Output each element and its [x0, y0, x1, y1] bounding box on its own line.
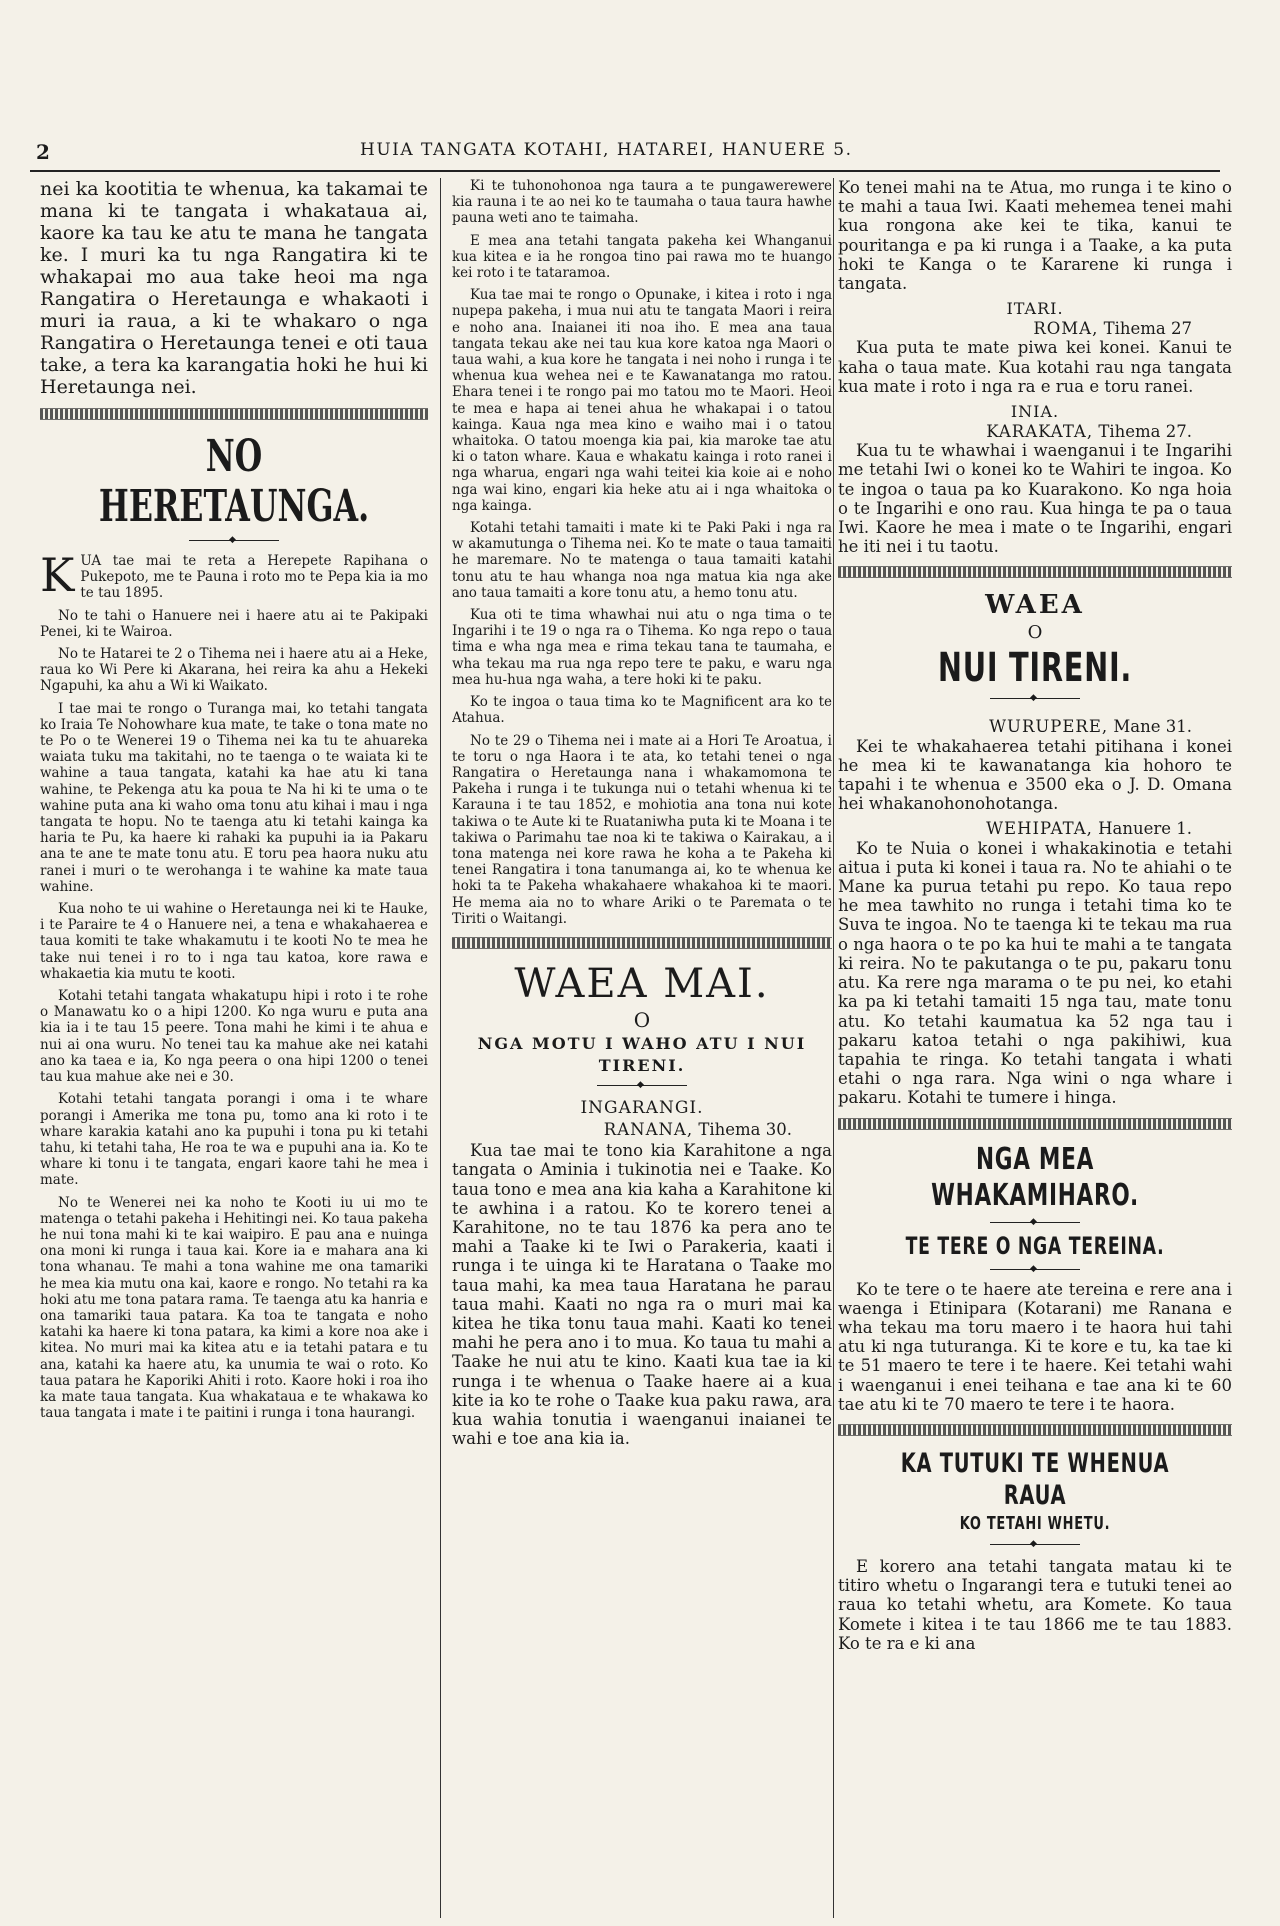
- section-heading: WAEA MAI.: [514, 960, 770, 1007]
- sub-heading: KO TETAHI WHETU.: [959, 1512, 1111, 1534]
- section-heading: NUI TIRENI.: [937, 645, 1133, 692]
- news-paragraph: Ko te tere o te haere ate tereina e rere ana i waenga i Etinipara (Kotarani) me Ranana e wha tekau ma toru maero i te haora hui tahi atu ki nga tuturanga. Ki te kore e tu, ka tae ki te 51 maero te tere i te haere. Kei tetahi wahi i waenganui i enei teihana e tae ana ki te 60 tae atu ki te 70 maero te tere i te haora.: [838, 1279, 1232, 1414]
- news-paragraph: Kei te whakahaerea tetahi pitihana i konei he mea ki te kawanatanga kia hohoro te tapahi i te whenua e 3500 eka o J. D. Omana hei whakanohonohotanga.: [838, 736, 1232, 814]
- section-title: INIA.: [1010, 402, 1060, 422]
- article-paragraph: Kua tae mai te rongo o Opunake, i kitea i roto i nga nupepa pakeha, i mua nui atu te tangata Maori i reira e noho ana. Inaianei iti noa iho. E mea ana taua tangata tekau ake nei tau kua kore katoa nga Maori o taua wahi, a kua kore he tangata i nei noho i runga i te whenua kua wehea nei e te Kawanatanga mo ratou. Ehara tenei i te rongo pai mo tatou mo te Maori. Heoi te mea e hapa ai tenei ahua he whakapai i o tatou kainga. Kaua nga mea kino e waiho mai i o tatou whaitoka. O tatou moenga kia pai, kia maroke tae atu ki o taton whare. Kaua e whakatu kainga i roto ranei i nga wharua, engari nga wahi teitei kia koie ai e noho nga wai kino, engari kia heke atu ai i nga whaitoka o nga kainga.: [452, 287, 832, 514]
- news-paragraph: Kua tu te whawhai i waenganui i te Ingarihi me tetahi Iwi o konei ko te Wahiri te ingoa. Ko te ingoa o taua pa ko Kuarakono. Ko nga hoia o te Ingarihi e ono rau. Kua hinga te pa o taua Iwi. Kaore he mea i mate o te Ingarihi, engari he iti nei i tu taotu.: [838, 441, 1232, 557]
- ornamental-rule: [40, 408, 428, 420]
- article-paragraph: Kotahi tetahi tamaiti i mate ki te Paki Paki i nga ra w akamutunga o Tihema nei. Ko te mate o taua tamaiti he maremare. No te matenga o taua tamaiti katahi tonu atu te hau whanga noa nga matua kia nga ake ano taua tamaiti a kore tonu atu, a hemo tonu atu.: [452, 520, 832, 601]
- short-rule: ◆: [597, 1085, 687, 1086]
- running-title: HUIA TANGATA KOTAHI, HATAREI, HANUERE 5.: [360, 140, 853, 160]
- drop-cap: K: [40, 548, 75, 602]
- article-paragraph: Kotahi tetahi tangata porangi i oma i te whare porangi i Amerika me tona pu, tomo ana ki roto i te whare karakia katahi ano ka pupuhi i tona pu ki tetahi tahu, ki tetahi taha, He roa te wa e pupuhi ana ia. Ko te whare ki tonu i te tangata, engari kaore tahi he mea i mate.: [40, 1091, 428, 1189]
- section-title: INGARANGI.: [580, 1097, 704, 1118]
- section-heading: NO HERETAUNGA.: [98, 431, 370, 532]
- article-paragraph: No te Wenerei nei ka noho te Kooti iu ui mo te matenga o tetahi pakeha i Hehitingi nei. Ko taua pakeha he nui tona mahi ki te kai waipiro. E pau ana e nuinga ona moni ki runga i taua kai. Kore ia e mahara ana ki tona whanau. Te mahi a tona wahine me ona tamariki he mea kia mutu ona kai, kaore e rongo. No tetahi ra ka hoki atu me tona patara rama. Te taenga atu ka hanria e ona tamariki taua patara. Ka toa te tangata e noho katahi ka haere ki tona patara, ka kimi a kore noa ake i kitea. No muri mai ka kitea atu e ia tetahi patara e tu ana, katahi ka haere atu, ka unumia te wai o roto. Ko taua patara he Kaporiki Ahiti i roto. Kaore hoki i roa iho ka mate taua tangata. Kua whakataua e te whakawa ko taua tangata i mate i te paitini i runga i tona haurangi.: [40, 1194, 428, 1422]
- section-heading: WAEA: [985, 590, 1085, 621]
- ornamental-rule: [838, 1118, 1232, 1130]
- heading-connector: O: [1027, 622, 1043, 644]
- header-rule: [30, 170, 1220, 172]
- news-paragraph: Ko te Nuia o konei i whakakinotia e tetahi aitua i puta ki konei i taua ra. No te ahiahi o te Mane ka purua tetahi pu repo. Ko taua repo he mea tawhito no runga i tetahi tima ko te Suva te ingoa. No te taenga ki te tekau ma rua o nga haora o te po ka hui te mahi a te tangata ki reira. No te pakutanga o te pu, pakaru tonu atu. Ka rere nga marama o te pu nei, ko etahi ka pa ki tetahi tamaiti 15 nga tau, mate tonu atu. Ko tetahi kaumatua ka 52 nga tau i pakaru katoa tetahi o nga pakihiwi, kua tapahia te ringa. Ko tetahi tangata i whati etahi o nga rara. Nga wini o nga whare i pakaru. Kotahi te tumere i hinga.: [838, 838, 1232, 1108]
- article-paragraph: I tae mai te rongo o Turanga mai, ko tetahi tangata ko Iraia Te Nohowhare kua mate, te take o tona mate no te Po o te Wenerei 19 o Tihema nei ka tu te ahuareka waiata tuku ma takitahi, no te taenga o te waiata ki te wahine a taua tangata, katahi ka hae atu ki tana wahine, te Pekenga atu ka poua te Na hi ki te uma o te wahine puta ana ki waho oma tonu atu kihai i mau i nga tangata te hopu. No te taenga atu ki tetahi kainga ka haria te Pu, ka haere ki rahaki ka pupuhi ia ia Pakaru ana te ane te mate tonu atu. E toru pea haora nuku atu ranei i muri o te werohanga i te wahine ka mate taua wahine.: [40, 700, 428, 895]
- section-title: ITARI.: [1006, 299, 1064, 319]
- article-paragraph: KUA tae mai te reta a Herepete Rapihana o Pukepoto, me te Pauna i roto mo te Pepa kia ia mo te tau 1895.: [40, 548, 428, 602]
- news-paragraph: Kua puta te mate piwa kei konei. Kanui te kaha o taua mate. Kua kotahi rau nga tangata kua mate i roto i nga ra e rua e toru ranei.: [838, 338, 1232, 396]
- sub-heading: NGA MOTU I WAHO ATU I NUI TIRENI.: [477, 1033, 807, 1075]
- short-rule: ◆: [990, 1544, 1080, 1545]
- article-paragraph: Kotahi tetahi tangata whakatupu hipi i roto i te rohe o Manawatu ko o a hipi 1200. Ko nga wuru e puta ana kia ia i te tau 15 peere. Tona mahi he kimi i te ahua e nui ai ona wuru. No tenei tau ka mahue ake nei katahi ano ka taea e ia, Ko nga peera o ona hipi 1200 o tenei tau kua mahue ake nei e 30.: [40, 988, 428, 1086]
- column-1: [40, 178, 428, 1906]
- dateline: ROMA, Tihema 27: [1033, 319, 1192, 339]
- dateline: RANANA, Tihema 30.: [603, 1119, 792, 1139]
- article-paragraph: Kua oti te tima whawhai nui atu o nga tima o te Ingarihi i te 19 o nga ra o Tihema. Ko nga repo o taua tima e wha nga mea e rima tekau tana te taumaha, e wha tekau ma rua nga repo tere te paku, e waru nga mea hu-hua nga waha, a tere hoki ki te paku.: [452, 607, 832, 688]
- article-paragraph: No te tahi o Hanuere nei i haere atu ai te Pakipaki Penei, ki te Wairoa.: [40, 607, 428, 640]
- short-rule: ◆: [990, 698, 1080, 699]
- short-rule: ◆: [990, 1269, 1080, 1270]
- article-intro: nei ka kootitia te whenua, ka takamai te mana ki te tangata i whakataua ai, kaore ka tau ke atu te mana he tangata ke. I muri ka tu nga Rangatira ki te whakapai mo aua take heoi ma nga Rangatira o Heretaunga e whakaoti i muri ia raua, a ki te whakaro o nga Rangatira o Heretaunga tenei e oti taua take, a tera ka karangatia hoki he hui ki Heretaunga nei.: [40, 178, 428, 398]
- news-paragraph: E korero ana tetahi tangata matau ki te titiro whetu o Ingarangi tera e tutuki tenei ao raua ko tetahi whetu, ara Komete. Ko taua Komete i kitea i te tau 1866 me te tau 1883. Ko te ra e ki ana: [838, 1556, 1232, 1653]
- article-paragraph: Ko tenei mahi na te Atua, mo runga i te kino o te mahi a taua Iwi. Kaati mehemea tenei mahi kua rongona ake kei te tika, kanui te pouritanga e pa ki runga i a Taake, a ka puta hoki te Kanga o te Kararene ki runga i tangata.: [838, 178, 1232, 294]
- ornamental-rule: [838, 1424, 1232, 1436]
- short-rule: ◆: [990, 1222, 1080, 1223]
- section-heading: TE TERE O NGA TEREINA.: [905, 1231, 1165, 1260]
- article-paragraph: E mea ana tetahi tangata pakeha kei Whanganui kua kitea e ia he rongoa tino pai rawa mo te huango kei roto i te tataramoa.: [452, 232, 832, 282]
- article-paragraph: Ko te ingoa o taua tima ko te Magnificent ara ko te Atahua.: [452, 694, 832, 727]
- column-2: [452, 178, 832, 1906]
- article-paragraph: No te Hatarei te 2 o Tihema nei i haere atu ai a Heke, raua ko Wi Pere ki Akarana, hei reira ka ahu a Hekeki Ngapuhi, ka ahu a Wi ki Waikato.: [40, 646, 428, 695]
- column-divider: [440, 178, 441, 1918]
- section-heading: KA TUTUKI TE WHENUA RAUA: [900, 1447, 1170, 1511]
- page-number: 2: [36, 140, 50, 164]
- short-rule: ◆: [189, 540, 279, 541]
- dateline: WEHIPATA, Hanuere 1.: [986, 819, 1192, 839]
- column-3: [838, 178, 1232, 1906]
- column-divider: [833, 178, 834, 1918]
- dateline: KARAKATA, Tihema 27.: [986, 422, 1192, 442]
- section-heading: NGA MEA WHAKAMIHARO.: [931, 1141, 1139, 1213]
- article-paragraph: Ki te tuhonohonoa nga taura a te pungawerewere kia rauna i te ao nei ko te taumaha o taua taura hawhe pauna weti ano te taimaha.: [452, 178, 832, 227]
- heading-connector: O: [633, 1007, 651, 1032]
- news-paragraph: Kua tae mai te tono kia Karahitone a nga tangata o Aminia i tukinotia nei e Taake. Ko taua tono e mea ana kia kaha a Karahitone ki te awhina i a ratou. Ko te korero tenei a Karahitone, no te tau 1876 ka pera ano te mahi a Taake ki te Iwi o Parakeria, kaati i runga i te uinga ki te Haratana o Taake mo taua mahi, ka mea taua Haratana he parau taua mahi. Kaati no nga ra o muri mai ka kitea he tika tonu taua mahi. Kaati ko tenei mahi he pera ano i to mua. Ko taua tu mahi a Taake he nui atu te kino. Kaati kua tae ia ki runga i te whenua o Taake haere ai a kua kite ia ko te rohe o Taake kua paku rawa, ara kua wahia tonutia i waenganui inaianei te wahi e toe ana kia ia.: [452, 1141, 832, 1449]
- article-paragraph: Kua noho te ui wahine o Heretaunga nei ki te Hauke, i te Paraire te 4 o Hanuere nei, a tena e whakahaerea e taua komiti te take whakamutu i te kooti No te mea he take nui tenei i ro to i nga tau katoa, kore rawa e whakaetia kia mutu te kooti.: [40, 901, 428, 982]
- ornamental-rule: [452, 937, 832, 949]
- ornamental-rule: [838, 566, 1232, 578]
- article-paragraph: No te 29 o Tihema nei i mate ai a Hori Te Aroatua, i te toru o nga Haora i te ata, ko tetahi tenei o nga Rangatira o Heretaunga nana i whakamomona te Pakeha i runga i te tukunga nui o tetahi whenua ki te Karauna i te tau 1852, e mohiotia ana tona nui kote takiwa o te Aute ki te Ruataniwha puta ki te Moana i te takiwa o Parimahu tae noa ki te takiwa o Kairakau, a i tona matenga nei kore rawa he koha a te Pakeha ki tenei Rangatira i tona tanumanga ai, ko te whenua ke hoki ta te Pakeha whakahaere whakahoa ki te maori. He mema aia no to whare Ariki o te Paremata o te Tiriti o Waitangi.: [452, 732, 832, 927]
- dateline: WURUPERE, Mane 31.: [989, 717, 1192, 737]
- page-header: [30, 138, 1220, 168]
